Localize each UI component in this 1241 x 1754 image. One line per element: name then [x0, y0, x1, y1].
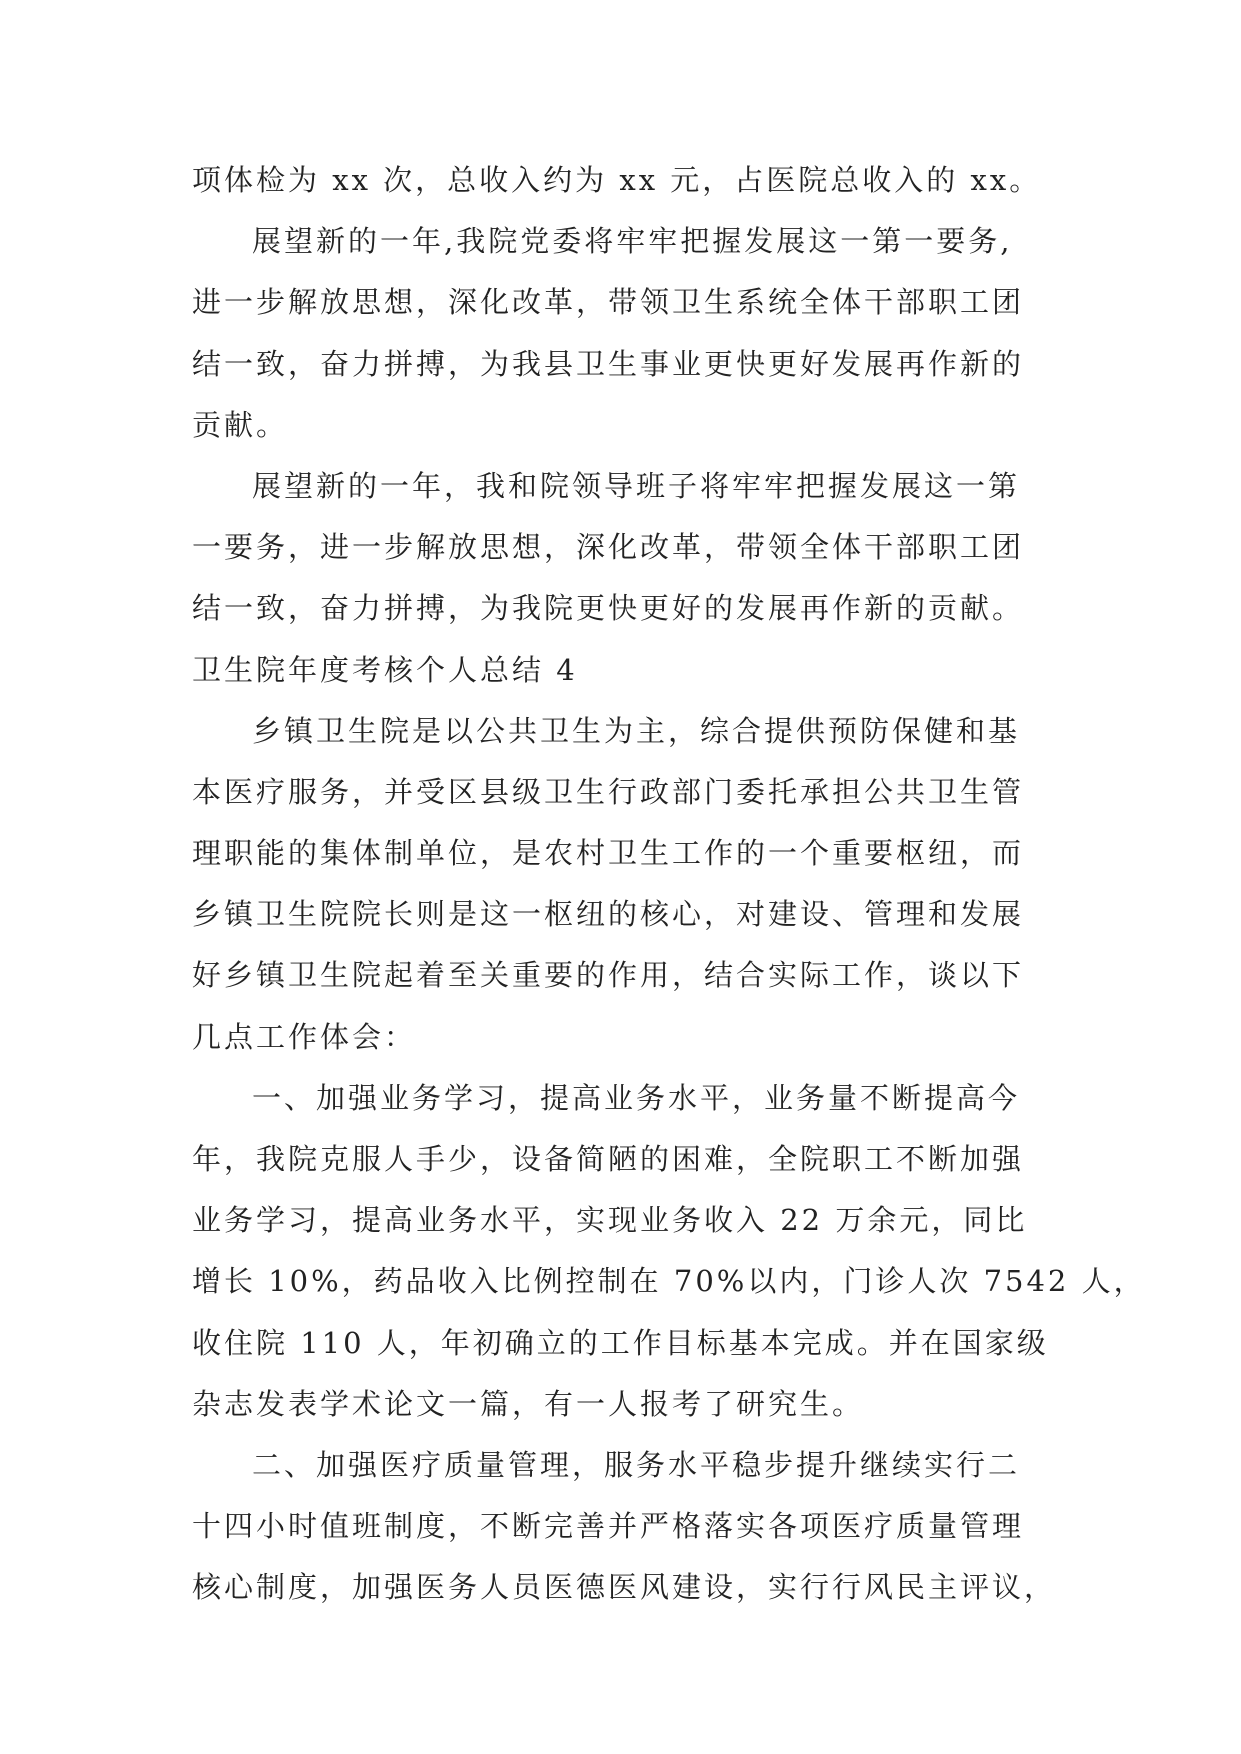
paragraph-line: 核心制度，加强医务人员医德医风建设，实行行风民主评议， [192, 1570, 1057, 1605]
paragraph-line: 增长 10%，药品收入比例控制在 70%以内，门诊人次 7542 人， [192, 1264, 1146, 1299]
paragraph-line: 进一步解放思想，深化改革，带领卫生系统全体干部职工团 [192, 285, 1025, 320]
paragraph-line: 结一致，奋力拼搏，为我县卫生事业更快更好发展再作新的 [192, 346, 1025, 381]
paragraph-line: 项体检为 xx 次，总收入约为 xx 元，占医院总收入的 xx。 [192, 163, 1042, 197]
paragraph-line: 年，我院克服人手少，设备简陋的困难，全院职工不断加强 [192, 1142, 1025, 1176]
paragraph-line: 杂志发表学术论文一篇，有一人报考了研究生。 [192, 1386, 865, 1421]
paragraph-line: 乡镇卫生院院长则是这一枢纽的核心，对建设、管理和发展 [192, 897, 1025, 932]
paragraph-line: 展望新的一年，我和院领导班子将牢牢把握发展这一第 [252, 468, 1021, 503]
paragraph-line: 几点工作体会： [192, 1019, 417, 1054]
paragraph-line: 结一致，奋力拼搏，为我院更快更好的发展再作新的贡献。 [192, 591, 1025, 626]
paragraph-line: 本医疗服务，并受区县级卫生行政部门委托承担公共卫生管 [192, 774, 1025, 809]
paragraph-line: 好乡镇卫生院起着至关重要的作用，结合实际工作，谈以下 [192, 958, 1025, 993]
paragraph-line: 展望新的一年,我院党委将牢牢把握发展这一第一要务, [252, 224, 1013, 259]
paragraph-line: 贡献。 [192, 407, 289, 442]
paragraph-line: 业务学习，提高业务水平，实现业务收入 22 万余元，同比 [192, 1203, 1028, 1238]
paragraph-line: 二、加强医疗质量管理，服务水平稳步提升继续实行二 [252, 1447, 1021, 1482]
paragraph-line: 一要务，进一步解放思想，深化改革，带领全体干部职工团 [192, 530, 1025, 565]
paragraph-line: 理职能的集体制单位，是农村卫生工作的一个重要枢纽，而 [192, 836, 1025, 871]
section-heading: 卫生院年度考核个人总结 4 [192, 652, 578, 687]
paragraph-line: 乡镇卫生院是以公共卫生为主，综合提供预防保健和基 [252, 713, 1021, 748]
paragraph-line: 一、加强业务学习，提高业务水平，业务量不断提高今 [252, 1080, 1021, 1115]
paragraph-line: 收住院 110 人，年初确立的工作目标基本完成。并在国家级 [192, 1325, 1049, 1360]
paragraph-line: 十四小时值班制度，不断完善并严格落实各项医疗质量管理 [192, 1509, 1025, 1544]
document-body [192, 160, 1146, 1629]
